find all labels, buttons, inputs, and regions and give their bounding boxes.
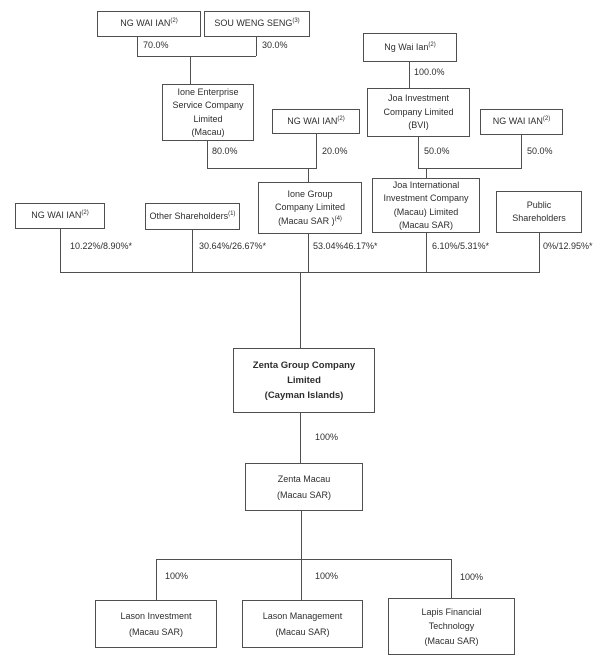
- node-ng-wai-ian-mid: [272, 109, 360, 134]
- connector-line: [451, 559, 452, 598]
- ownership-label: 100%: [315, 571, 339, 581]
- ownership-label: 53.04%46.17%*: [313, 241, 378, 251]
- node-label: Joa International: [392, 179, 460, 190]
- footnote-ref: (2): [542, 116, 551, 123]
- node-public-shareholders: [496, 191, 582, 233]
- connector-line: [301, 559, 302, 600]
- node-sou-weng-seng: [204, 11, 310, 37]
- connector-line: [137, 37, 138, 56]
- ownership-label: 50.0%: [424, 146, 450, 156]
- footnote-ref: (2): [170, 18, 178, 25]
- connector-line: [418, 168, 522, 169]
- footnote-ref: (1): [228, 210, 236, 217]
- node-label: (Macau SAR): [276, 490, 331, 500]
- connector-line: [409, 62, 410, 88]
- node-zenta-group: [233, 348, 375, 413]
- footnote-ref: (2): [428, 41, 436, 48]
- connector-line: [308, 234, 309, 272]
- node-label: (Macau SAR): [128, 627, 183, 637]
- connector-line: [300, 272, 301, 348]
- node-label: (Macau SAR): [424, 635, 479, 646]
- node-other-shareholders: [145, 203, 240, 230]
- node-ng-wai-ian-top-left: [97, 11, 201, 37]
- connector-line: [156, 559, 157, 600]
- node-label: Company Limited: [274, 202, 346, 213]
- connector-line: [207, 141, 208, 168]
- connector-line: [192, 230, 193, 272]
- connector-line: [137, 56, 256, 57]
- node-label: (Macau) Limited: [393, 206, 459, 217]
- node-label: Lason Management: [262, 610, 343, 621]
- node-label: (Macau SAR ): [278, 215, 335, 226]
- connector-line: [190, 56, 191, 84]
- footnote-ref: (3): [292, 18, 300, 25]
- node-label: Investment Company: [383, 193, 469, 203]
- connector-line: [207, 168, 317, 169]
- node-joa-investment: [367, 88, 470, 137]
- node-label: Shareholders: [512, 213, 566, 223]
- ownership-label: 6.10%/5.31%*: [432, 241, 490, 251]
- ownership-label: 20.0%: [322, 146, 348, 156]
- connector-line: [539, 233, 540, 272]
- node-label: (Macau): [191, 127, 225, 137]
- node-label: (Macau SAR): [398, 220, 453, 230]
- ownership-label: 100%: [165, 571, 189, 581]
- connector-line: [60, 229, 61, 272]
- footnote-ref: (2): [81, 210, 89, 217]
- node-label: Service Company: [172, 100, 244, 110]
- connector-line: [418, 137, 419, 168]
- connector-line: [316, 134, 317, 168]
- node-label: Ng Wai Ian: [384, 41, 429, 52]
- ownership-label: 30.64%/26.67%*: [199, 241, 267, 251]
- node-joa-international: [372, 178, 480, 233]
- node-label: NG WAI IAN: [31, 210, 82, 221]
- node-ng-wai-ian-left: [15, 203, 105, 229]
- node-label: Limited: [193, 113, 223, 124]
- connector-line: [301, 511, 302, 559]
- node-label: Public: [526, 199, 552, 210]
- node-label: NG WAI IAN: [492, 116, 543, 127]
- node-label: Zenta Macau: [277, 473, 331, 484]
- node-label: NG WAI IAN: [120, 18, 171, 29]
- ownership-label: 0%/12.95%*: [543, 241, 593, 251]
- footnote-ref: (4): [334, 215, 342, 222]
- node-ione-enterprise: [162, 84, 254, 141]
- node-label: Ione Group: [287, 188, 333, 199]
- node-ione-group: [258, 182, 362, 234]
- node-label: NG WAI IAN: [287, 115, 338, 126]
- ownership-label: 100%: [460, 572, 484, 582]
- node-lason-investment: [95, 600, 217, 648]
- footnote-ref: (2): [337, 115, 345, 122]
- node-label: (Cayman Islands): [264, 390, 344, 402]
- ownership-label: 70.0%: [143, 40, 169, 50]
- node-label: Lason Investment: [120, 610, 192, 621]
- connector-line: [521, 135, 522, 168]
- connector-line: [300, 413, 301, 463]
- ownership-label: 50.0%: [527, 146, 553, 156]
- connector-line: [426, 233, 427, 272]
- node-lapis-financial: [388, 598, 515, 655]
- node-ng-wai-ian-top-right: [363, 33, 457, 62]
- node-label: Technology: [428, 621, 475, 632]
- ownership-label: 100%: [315, 432, 339, 442]
- node-label: Company Limited: [383, 106, 454, 117]
- connector-line: [256, 37, 257, 56]
- node-label: Zenta Group Company: [252, 359, 356, 371]
- node-label: Joa Investment: [387, 93, 450, 104]
- node-label: Lapis Financial: [421, 606, 482, 617]
- node-ng-wai-ian-right: [480, 109, 563, 135]
- connector-line: [156, 559, 452, 560]
- ownership-label: 80.0%: [212, 146, 238, 156]
- node-label: SOU WENG SENG: [214, 18, 293, 29]
- ownership-label: 30.0%: [262, 40, 288, 50]
- connector-line: [308, 168, 309, 182]
- node-label: (Macau SAR): [275, 627, 330, 637]
- connector-line: [426, 168, 427, 178]
- node-zenta-macau: [245, 463, 363, 511]
- node-label: Other Shareholders: [149, 210, 229, 221]
- ownership-label: 100.0%: [414, 67, 445, 77]
- node-label: (BVI): [408, 120, 429, 131]
- node-label: Ione Enterprise: [177, 86, 239, 97]
- node-label: Limited: [287, 374, 321, 386]
- ownership-label: 10.22%/8.90%*: [70, 241, 133, 251]
- node-lason-management: [242, 600, 363, 648]
